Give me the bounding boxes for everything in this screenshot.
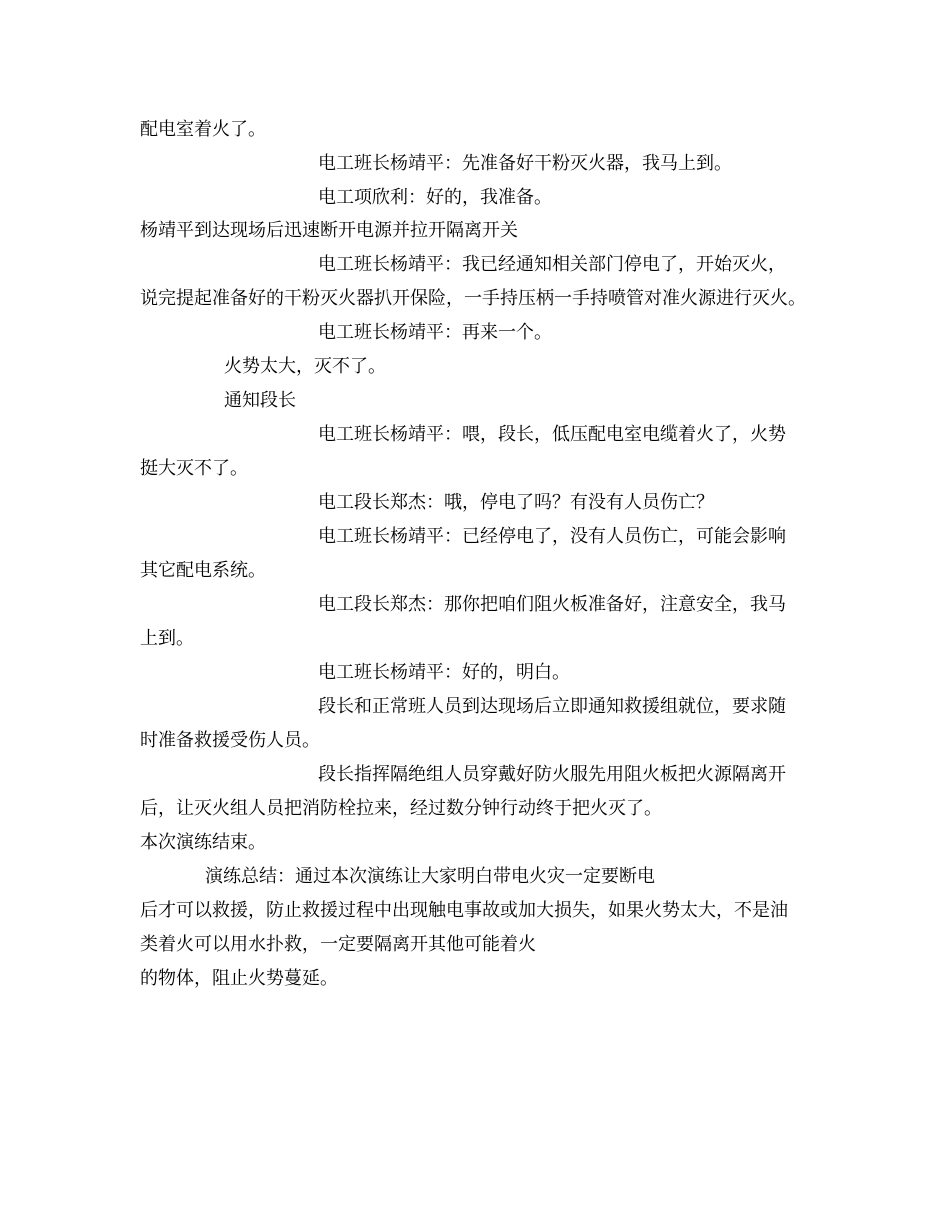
text-line: 本次演练结束。 <box>140 832 266 853</box>
text-line: 电工班长杨靖平：好的，明白。 <box>318 662 570 683</box>
text-line: 演练总结：通过本次演练让大家明白带电火灾一定要断电 <box>205 866 655 887</box>
text-line: 段长指挥隔绝组人员穿戴好防火服先用阻火板把火源隔离开 <box>318 764 786 785</box>
text-line: 电工班长杨靖平：我已经通知相关部门停电了，开始灭火， <box>318 254 786 275</box>
text-line: 电工班长杨靖平：已经停电了，没有人员伤亡，可能会影响 <box>318 526 786 547</box>
text-line: 通知段长 <box>224 390 296 411</box>
text-line: 类着火可以用水扑救，一定要隔离开其他可能着火 <box>140 934 536 955</box>
text-line: 电工班长杨靖平：先准备好干粉灭火器，我马上到。 <box>318 153 732 174</box>
text-line: 杨靖平到达现场后迅速断开电源并拉开隔离开关 <box>140 220 518 241</box>
text-line: 的物体，阻止火势蔓延。 <box>140 968 338 989</box>
text-line: 电工项欣利：好的，我准备。 <box>318 187 552 208</box>
text-line: 上到。 <box>140 628 194 649</box>
text-line: 后才可以救援，防止救援过程中出现触电事故或加大损失，如果火势太大，不是油 <box>140 900 788 921</box>
text-line: 时准备救援受伤人员。 <box>140 730 320 751</box>
text-line: 配电室着火了。 <box>140 119 266 140</box>
text-line: 电工班长杨靖平：喂，段长，低压配电室电缆着火了，火势 <box>318 424 786 445</box>
text-line: 后，让灭火组人员把消防栓拉来，经过数分钟行动终于把火灭了。 <box>140 798 662 819</box>
text-line: 电工段长郑杰：那你把咱们阻火板准备好，注意安全，我马 <box>318 594 786 615</box>
text-line: 挺大灭不了。 <box>140 458 248 479</box>
text-line: 电工班长杨靖平：再来一个。 <box>318 322 552 343</box>
text-line: 火势太大，灭不了。 <box>224 356 386 377</box>
text-line: 其它配电系统。 <box>140 560 266 581</box>
text-line: 说完提起准备好的干粉灭火器扒开保险，一手持压柄一手持喷管对准火源进行灭火。 <box>140 288 806 309</box>
text-line: 电工段长郑杰：哦，停电了吗？有没有人员伤亡？ <box>318 492 714 513</box>
text-line: 段长和正常班人员到达现场后立即通知救援组就位，要求随 <box>318 696 786 717</box>
